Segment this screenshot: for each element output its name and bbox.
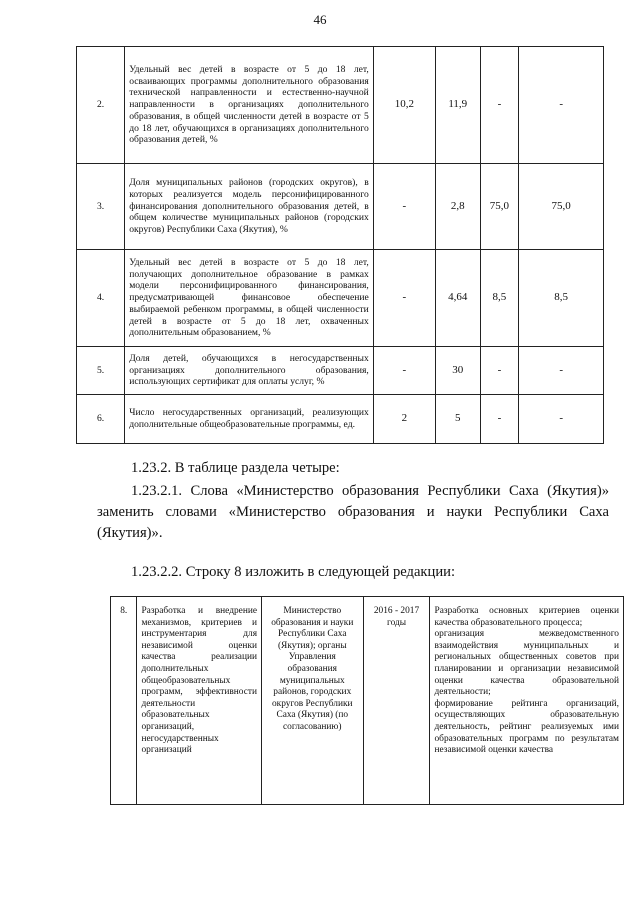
indicators-table [76,46,604,444]
row-number: 3. [77,164,125,250]
table-row [77,347,604,395]
indicator-description: Удельный вес детей в возрасте от 5 до 18 лет, получающих дополнительное образование в рамках модели персонифицированного финансирования, предусматривающей финансовое обеспечение выбираемой ребенком программы, в общей численности детей в возрасте от 5 до 18 лет, охваченных дополнительным образованием, % [125,250,374,347]
value-cell: - [519,347,604,395]
value-cell: - [519,47,604,164]
value-cell: - [480,395,519,444]
indicator-description: Доля детей, обучающихся в негосударственных организациях дополнительного образования, использующих сертификат для оплаты услуг, % [125,347,374,395]
value-cell: - [480,347,519,395]
paragraph-1-23-2-2: 1.23.2.2. Строку 8 изложить в следующей редакции: [131,564,455,580]
value-cell: 8,5 [480,250,519,347]
value-cell: - [373,347,435,395]
value-cell: - [373,250,435,347]
value-cell: 4,64 [435,250,480,347]
page-number: 46 [313,12,327,27]
table-row [111,597,624,805]
value-cell: 5 [435,395,480,444]
value-cell: 8,5 [519,250,604,347]
row-number: 6. [77,395,125,444]
value-cell: 75,0 [480,164,519,250]
paragraph-1-23-2: 1.23.2. В таблице раздела четыре: [131,460,340,476]
row-number: 4. [77,250,125,347]
indicator-description: Доля муниципальных районов (городских округов), в которых реализуется модель персонифицированного финансирования дополнительного образования детей, в общем количестве муниципальных районов (городских округов) Республики Саха (Якутия), % [125,164,374,250]
table-row [77,250,604,347]
table-row [77,164,604,250]
implementation-period: 2016 - 2017 годы [363,597,430,805]
value-cell: 30 [435,347,480,395]
value-cell: 2,8 [435,164,480,250]
activity-name: Разработка и внедрение механизмов, критериев и инструментария для независимой оценки качества реализации дополнительных общеобразовательных программ, эффективности деятельности образовательных организаций, негосударственных организаций [137,597,262,805]
expected-results [430,597,624,805]
indicator-description: Удельный вес детей в возрасте от 5 до 18 лет, осваивающих программы дополнительного образования технической направленности и естественно-научной направленности в организациях дополнительного образования, в общей численности детей в возрасте от 5 до 18 лет, обучающихся в организациях дополнительного образования детей, % [125,47,374,164]
value-cell: 11,9 [435,47,480,164]
value-cell: 2 [373,395,435,444]
value-cell: 75,0 [519,164,604,250]
result-item: организация межведомственного взаимодействия муниципальных и региональных общественных советов при планировании и организации независимой оценки качества образовательной деятельности; [434,629,619,698]
value-cell: - [480,47,519,164]
table-row [77,47,604,164]
responsible-executors: Министерство образования и науки Республики Саха (Якутия); органы Управления образования муниципальных районов, городских округов Республики Саха (Якутия) (по согласованию) [262,597,364,805]
value-cell: 10,2 [373,47,435,164]
row-number: 2. [77,47,125,164]
indicator-description: Число негосударственных организаций, реализующих дополнительные общеобразовательные программы, ед. [125,395,374,444]
paragraph-1-23-2-1: 1.23.2.1. Слова «Министерство образования Республики Саха (Якутия)» заменить словами «Министерство образования и науки Республики Саха (Якутия)». [97,483,609,541]
result-item: формирование рейтинга организаций, осуществляющих образовательную деятельность, рейтинг реализуемых ими образовательных программ по результатам независимой оценки качества [434,698,619,756]
row-number: 5. [77,347,125,395]
table-row [77,395,604,444]
result-item: Разработка основных критериев оценки качества образовательного процесса; [434,606,619,628]
value-cell: - [373,164,435,250]
activities-table-row-8 [110,596,624,805]
value-cell: - [519,395,604,444]
row-number: 8. [111,597,137,805]
